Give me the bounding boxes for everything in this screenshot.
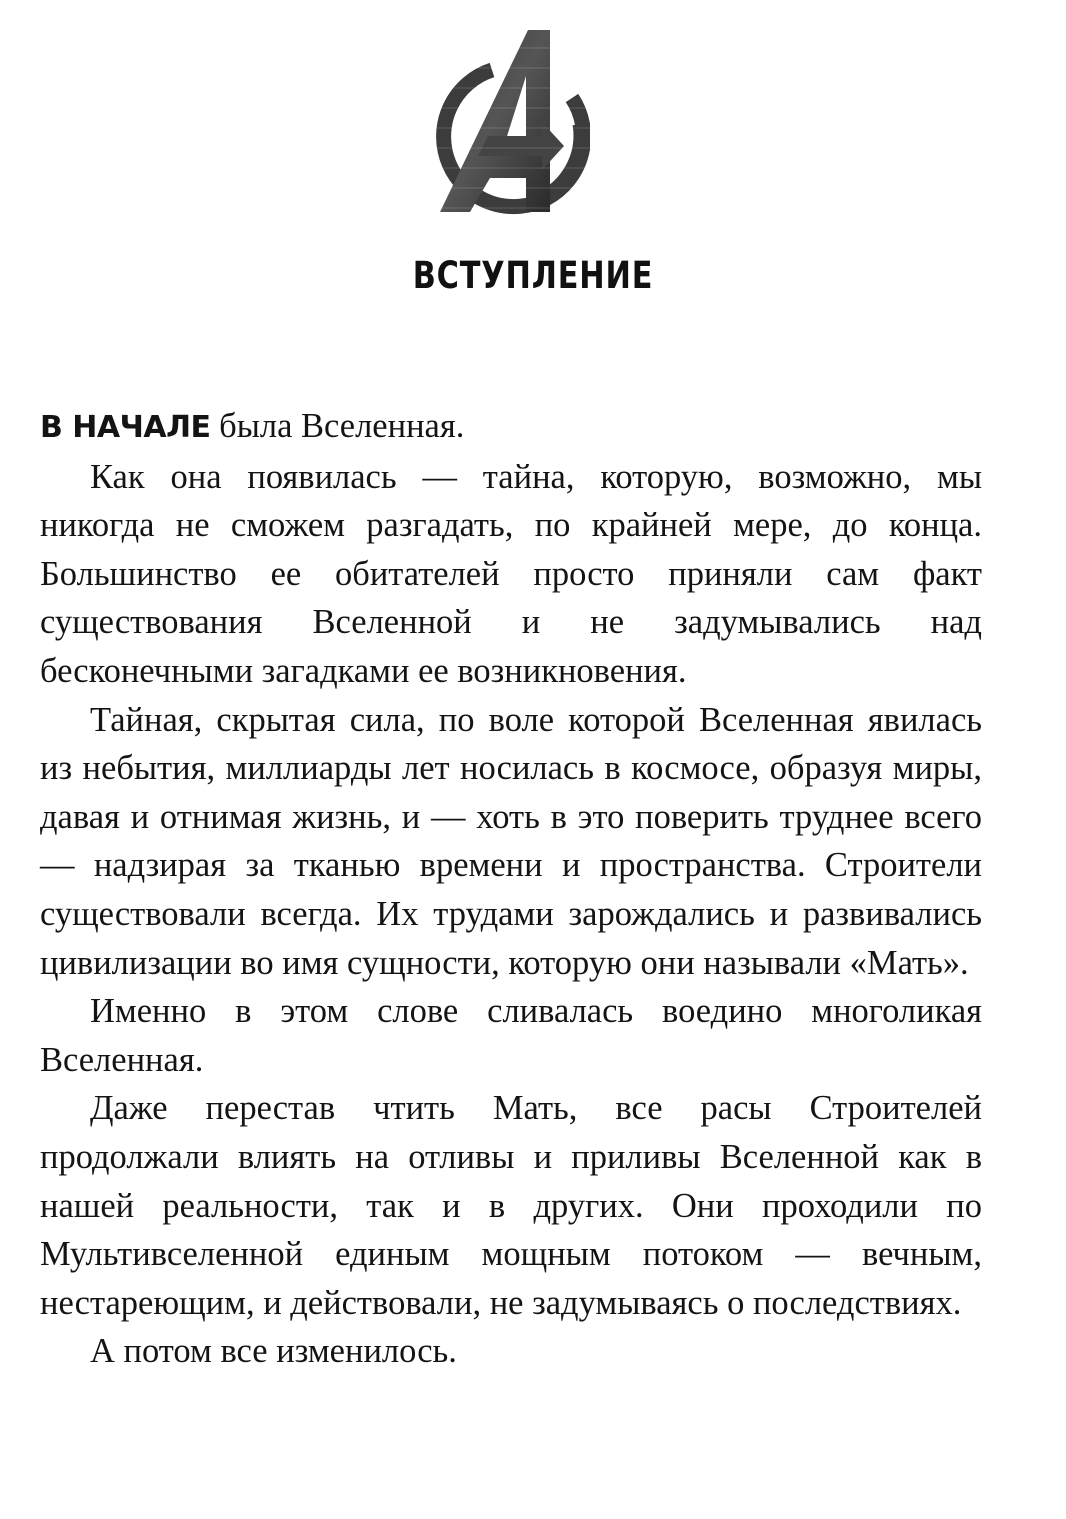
paragraph-4: Именно в этом слове сливалась воедино многоликая Вселенная. (40, 992, 982, 1079)
paragraph-5: Даже перестав чтить Мать, все расы Строителей продолжали влиять на отливы и приливы Вселенной как в нашей реальности, так и в других. Они проходили по Мультивселенной единым мощным потоком — вечным, нестареющим, и действовали, не задумываясь о последствиях. (40, 1089, 982, 1322)
paragraph-6: А потом все изменилось. (90, 1332, 457, 1371)
paragraph-3: Тайная, скрытая сила, по воле которой Вселенная явилась из небытия, миллиарды лет носилась в космосе, образуя миры, давая и отнимая жизнь, и — хоть в это поверить труднее всего — надзирая за тканью времени и пространства. Строители существовали всегда. Их трудами зарождались и развивались цивилизации во имя сущности, которую они называли «Мать». (40, 700, 982, 982)
lead-in-caps: В НАЧАЛЕ (40, 410, 211, 445)
paragraph-2: Как она появилась — тайна, которую, возможно, мы никогда не сможем разгадать, по крайней мере, до конца. Большинство ее обитателей просто приняли сам факт существования Вселенной и не задумывались над бесконечными загадками ее возникновения. (40, 457, 982, 690)
avengers-a-logo-icon (430, 28, 590, 216)
chapter-title: ВСТУПЛЕНИЕ (412, 254, 654, 297)
paragraph-1 (40, 402, 982, 453)
chapter-body (40, 402, 982, 1376)
paragraph-1-text: была Вселенная. (210, 407, 465, 445)
